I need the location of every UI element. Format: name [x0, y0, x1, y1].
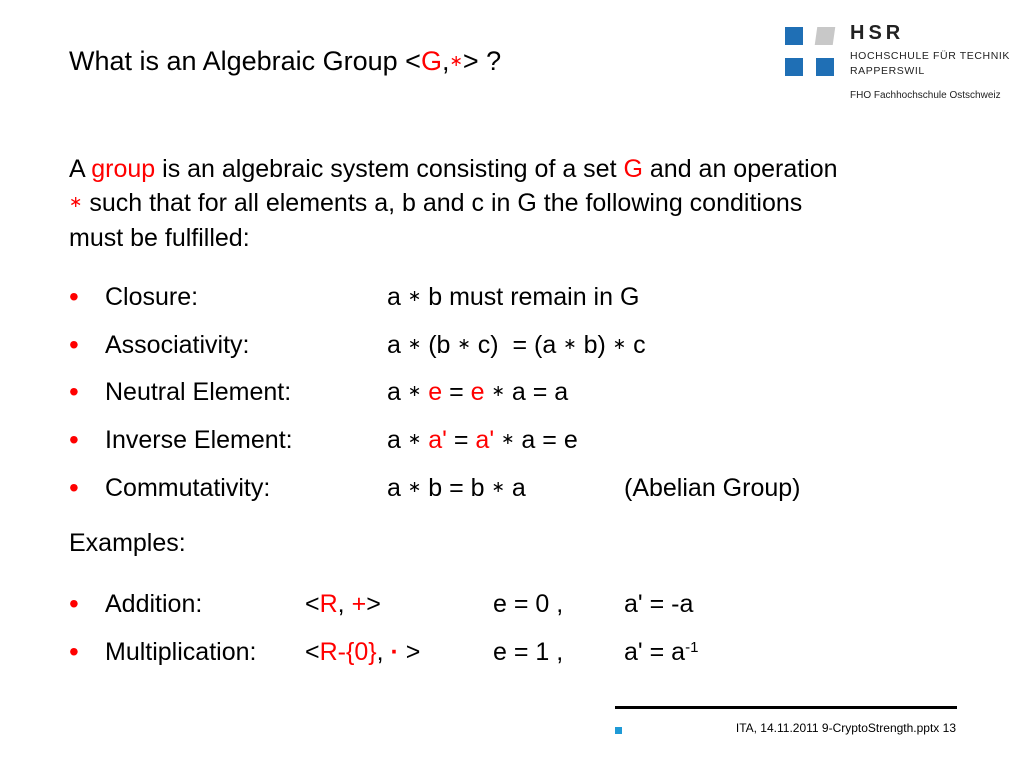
hsr-logo	[782, 24, 1014, 104]
slide-title	[69, 44, 501, 80]
intro-text: such that for all elements a, b and c in G the following conditions must be fulfilled:	[69, 189, 803, 253]
title-operator: ∗	[449, 52, 463, 70]
condition-formula: a ∗ e = e ∗ a = a	[387, 378, 569, 406]
logo-square-icon	[785, 27, 803, 45]
condition-formula: a ∗ (b ∗ c) = (a ∗ b) ∗ c	[387, 331, 646, 359]
title-set-g: G	[420, 46, 442, 76]
logo-square-icon	[785, 58, 803, 76]
condition-label: Commutativity:	[105, 474, 271, 502]
title-text: What is an Algebraic Group <	[69, 46, 421, 76]
example-inverse: $a' = a^{-1}$	[624, 638, 699, 666]
intro-text: A	[69, 155, 92, 183]
title-end: > ?	[462, 46, 502, 76]
logo-subtitle: FHO Fachhochschule Ostschweiz	[850, 90, 1001, 101]
bullet-icon: •	[69, 636, 79, 667]
condition-label: Neutral Element:	[105, 378, 292, 406]
logo-wordmark: HSR	[850, 22, 905, 44]
logo-line-2: RAPPERSWIL	[850, 65, 925, 77]
condition-formula: a ∗ a' = a' ∗ a = e	[387, 426, 578, 454]
condition-formula: a ∗ b must remain in G	[387, 283, 640, 311]
example-neutral: e = 0 ,	[493, 590, 564, 618]
condition-label: Closure:	[105, 283, 199, 311]
bullet-icon: •	[69, 376, 79, 407]
intro-set-g: G	[623, 155, 643, 183]
intro-operator: ∗	[69, 194, 83, 212]
example-structure: <R-{0}, · >	[305, 638, 421, 666]
logo-square-icon	[816, 58, 834, 76]
intro-text: and an operation	[642, 155, 838, 183]
bullet-icon: •	[69, 472, 79, 503]
footer-square-icon	[615, 727, 622, 734]
intro-group-term: group	[91, 155, 156, 183]
example-label: Multiplication:	[105, 638, 257, 666]
title-comma: ,	[441, 46, 450, 76]
condition-note: (Abelian Group)	[624, 474, 801, 502]
condition-label: Associativity:	[105, 331, 250, 359]
example-label: Addition:	[105, 590, 203, 618]
intro-text: is an algebraic system consisting of a set	[155, 155, 624, 183]
footer-divider	[615, 706, 957, 709]
examples-heading: Examples:	[69, 529, 186, 557]
condition-label: Inverse Element:	[105, 426, 293, 454]
exponent: -1	[685, 639, 699, 656]
bullet-icon: •	[69, 588, 79, 619]
logo-line-1: HOCHSCHULE FÜR TECHNIK	[850, 50, 1011, 62]
footer-text: ITA, 14.11.2011 9-CryptoStrength.pptx 13	[735, 721, 956, 735]
logo-square-icon	[815, 27, 836, 45]
bullet-icon: •	[69, 329, 79, 360]
example-inverse: a' = -a	[624, 590, 694, 618]
intro-paragraph	[69, 152, 839, 255]
bullet-icon: •	[69, 424, 79, 455]
condition-formula: a ∗ b = b ∗ a	[387, 474, 526, 502]
example-structure: <R, +>	[305, 590, 381, 618]
example-neutral: e = 1 ,	[493, 638, 564, 666]
bullet-icon: •	[69, 281, 79, 312]
